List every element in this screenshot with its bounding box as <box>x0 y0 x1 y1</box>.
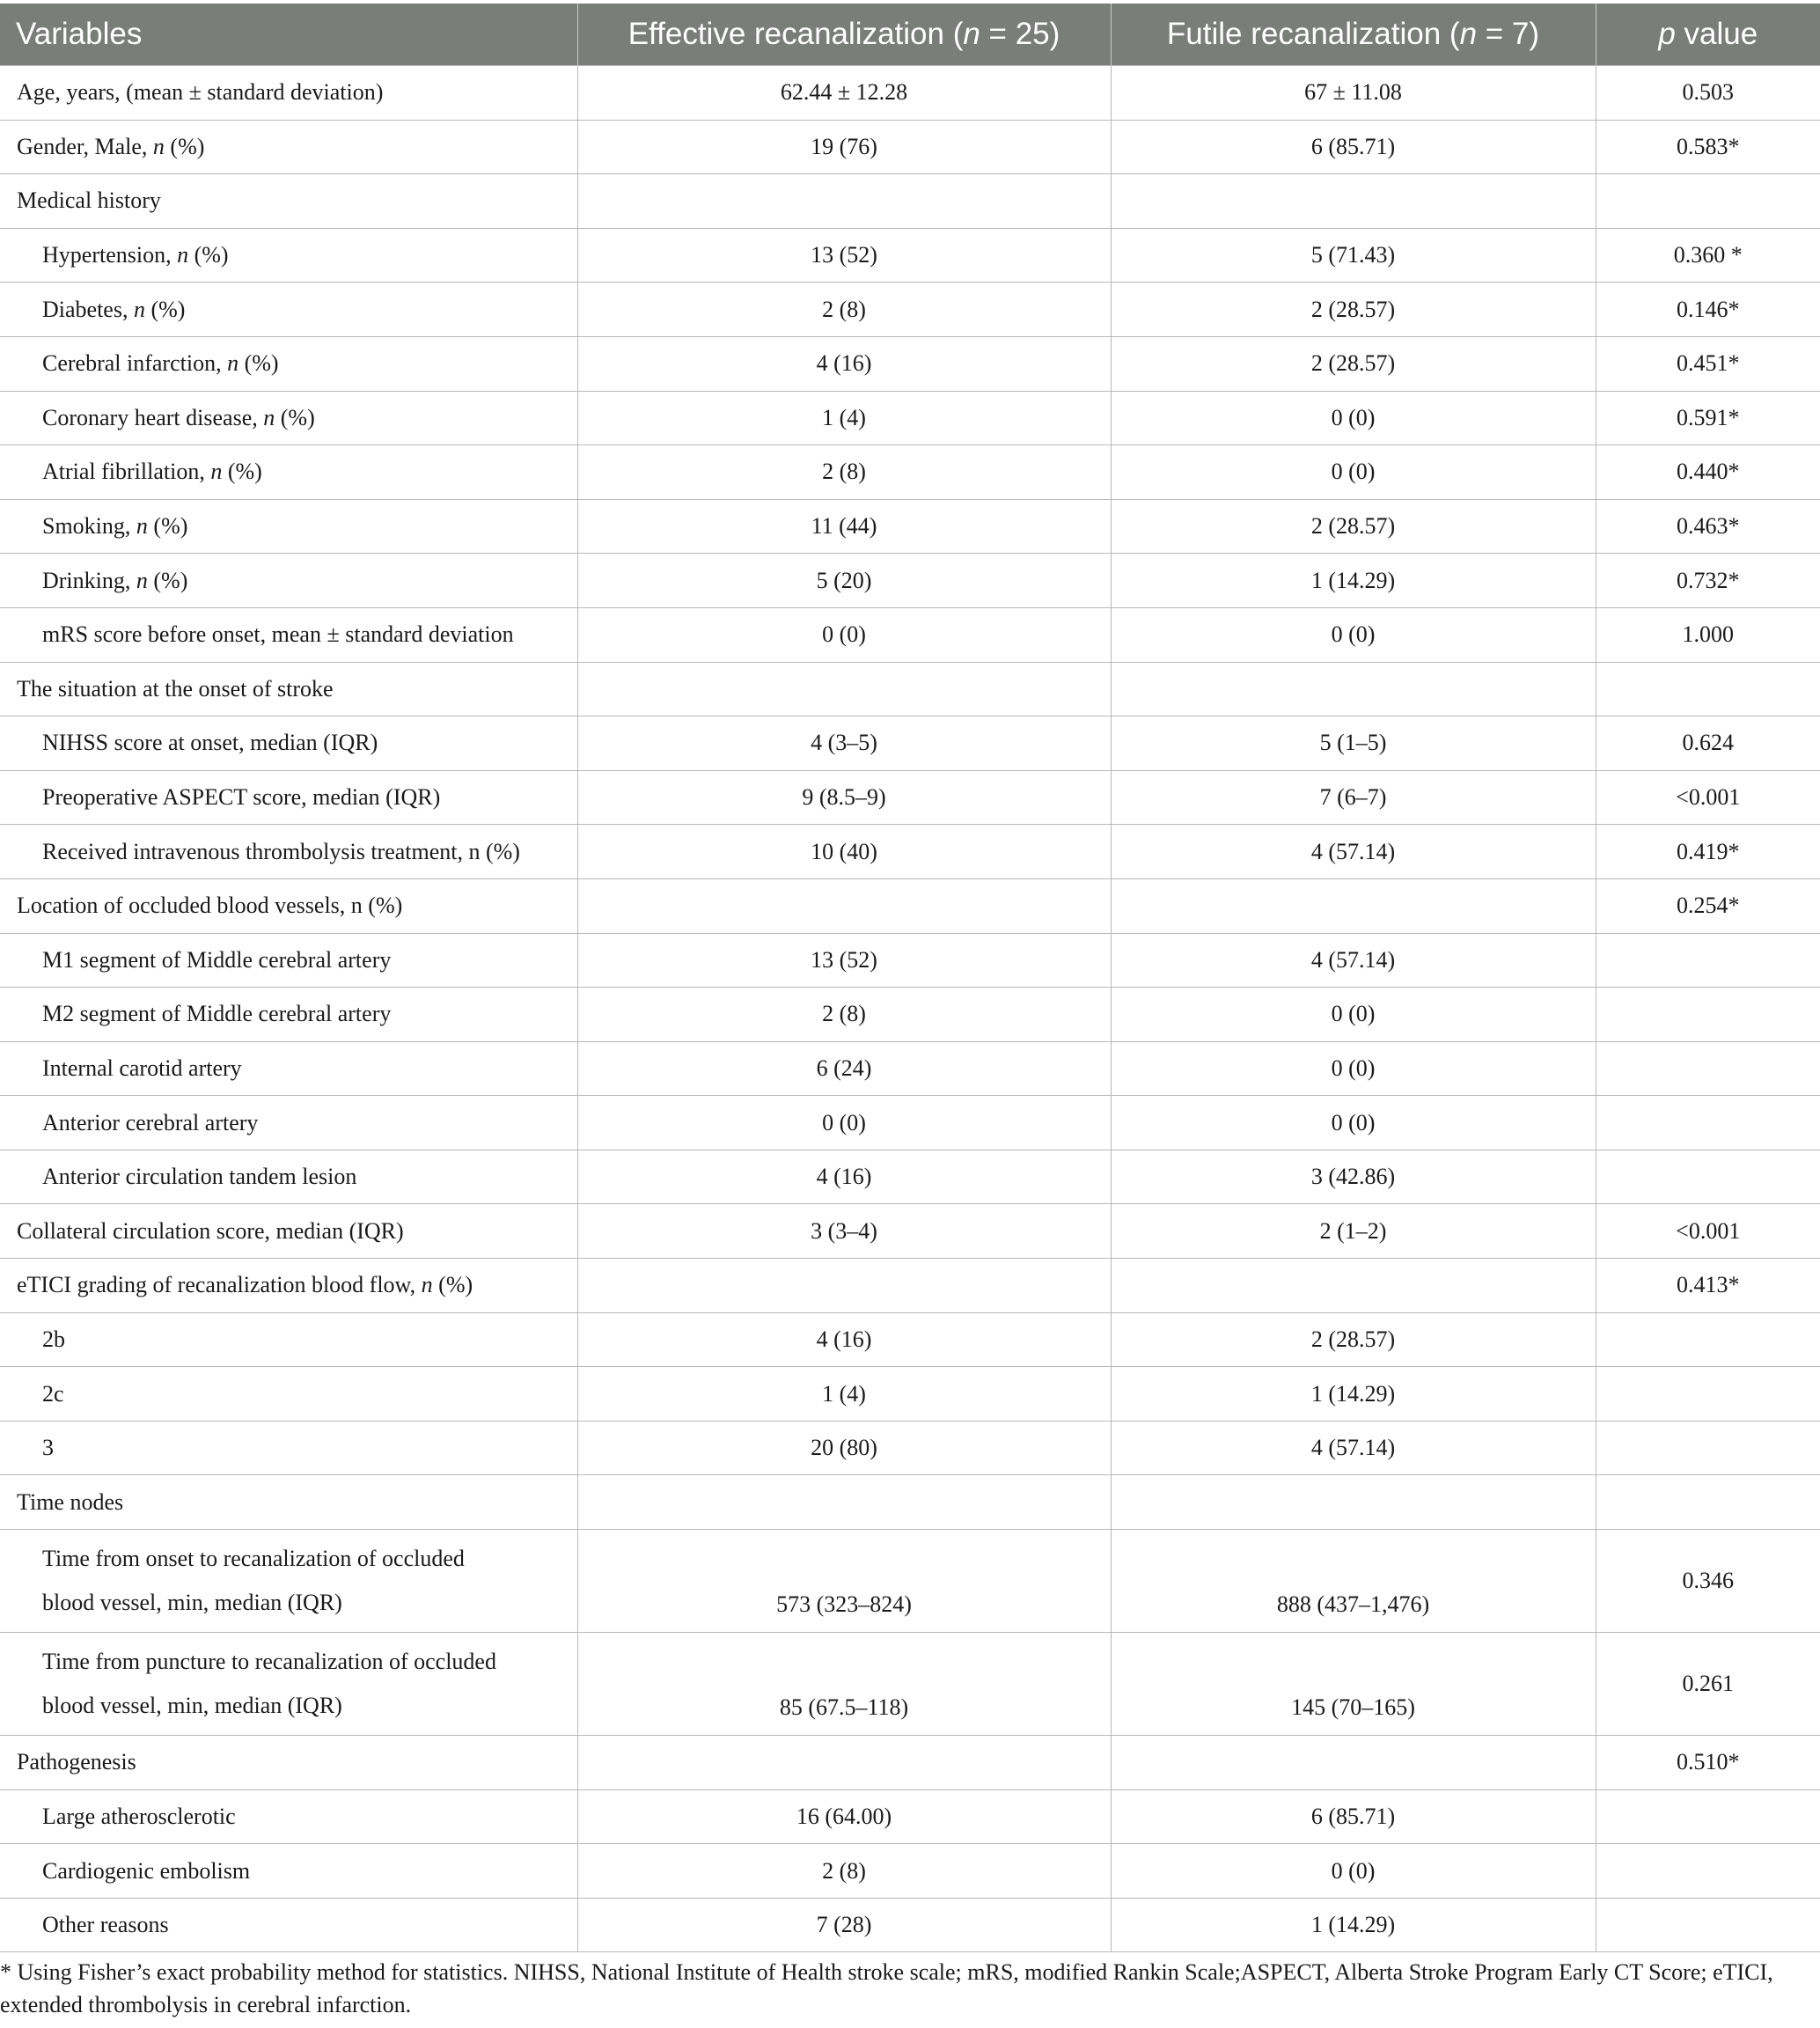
variable-label: Internal carotid artery <box>0 1041 577 1096</box>
table-footnote: * Using Fisher’s exact probability method for statistics. NIHSS, National Institute of Health stroke scale; mRS, modified Rankin Scale;ASPECT, Alberta Stroke Program Early CT Score; eTICI, extended thrombolysis in cerebral infarction. <box>0 1959 1773 2017</box>
p-value: 0.413* <box>1596 1259 1820 1313</box>
variable-label: Time from onset to recanalization of occluded blood vessel, min, median (IQR) <box>0 1530 577 1633</box>
variable-label: Anterior circulation tandem lesion <box>0 1150 577 1204</box>
table-row <box>0 878 1820 933</box>
table-row <box>0 1041 1820 1096</box>
effective-value: 11 (44) <box>577 499 1111 554</box>
p-value <box>1596 1312 1820 1367</box>
p-value: <0.001 <box>1596 1204 1820 1259</box>
p-value: 0.503 <box>1596 66 1820 121</box>
variable-label: Diabetes, n (%) <box>0 283 577 337</box>
variable-label: 3 <box>0 1421 577 1475</box>
table-row <box>0 662 1820 716</box>
table-row <box>0 988 1820 1042</box>
effective-value: 16 (64.00) <box>577 1789 1111 1844</box>
header-effective-recanalization: Effective recanalization (n = 25) <box>577 4 1111 66</box>
effective-value: 13 (52) <box>577 228 1111 283</box>
p-value: 0.451* <box>1596 336 1820 391</box>
table-row <box>0 120 1820 174</box>
p-value <box>1596 988 1820 1042</box>
effective-value: 1 (4) <box>577 1367 1111 1422</box>
table-row <box>0 228 1820 283</box>
variable-label: Age, years, (mean ± standard deviation) <box>0 66 577 121</box>
futile-value: 5 (1–5) <box>1111 716 1596 771</box>
table-row <box>0 283 1820 337</box>
p-value <box>1596 1789 1820 1844</box>
table-row <box>0 445 1820 500</box>
effective-value: 5 (20) <box>577 554 1111 608</box>
p-value <box>1596 1367 1820 1422</box>
table-row <box>0 716 1820 771</box>
table-row <box>0 1736 1820 1790</box>
variable-label: 2c <box>0 1367 577 1422</box>
futile-value: 1 (14.29) <box>1111 1898 1596 1952</box>
variable-label: Coronary heart disease, n (%) <box>0 391 577 445</box>
table-row <box>0 1633 1820 1736</box>
futile-value: 0 (0) <box>1111 1096 1596 1150</box>
futile-value: 4 (57.14) <box>1111 933 1596 988</box>
p-value: 0.146* <box>1596 283 1820 337</box>
futile-value <box>1111 1736 1596 1790</box>
p-value: 1.000 <box>1596 607 1820 662</box>
effective-value: 0 (0) <box>577 1096 1111 1150</box>
effective-value: 62.44 ± 12.28 <box>577 66 1111 121</box>
p-value <box>1596 1421 1820 1475</box>
variable-label: Other reasons <box>0 1898 577 1952</box>
variable-label: Drinking, n (%) <box>0 554 577 608</box>
p-value <box>1596 1041 1820 1096</box>
futile-value: 0 (0) <box>1111 607 1596 662</box>
futile-value: 0 (0) <box>1111 391 1596 445</box>
effective-value: 2 (8) <box>577 283 1111 337</box>
variable-label: Anterior cerebral artery <box>0 1096 577 1150</box>
table-row <box>0 336 1820 391</box>
p-value <box>1596 662 1820 716</box>
p-value <box>1596 1096 1820 1150</box>
table-row <box>0 825 1820 879</box>
futile-value <box>1111 878 1596 933</box>
effective-value: 7 (28) <box>577 1898 1111 1952</box>
effective-value: 573 (323–824) <box>577 1530 1111 1633</box>
table-row <box>0 1898 1820 1952</box>
header-p-value: p value <box>1596 4 1820 66</box>
p-value: 0.591* <box>1596 391 1820 445</box>
futile-value: 888 (437–1,476) <box>1111 1530 1596 1633</box>
baseline-characteristics-table <box>0 4 1820 1952</box>
table-row <box>0 1844 1820 1899</box>
variable-label: Time nodes <box>0 1475 577 1530</box>
futile-value <box>1111 174 1596 229</box>
futile-value: 1 (14.29) <box>1111 554 1596 608</box>
p-value <box>1596 174 1820 229</box>
p-value <box>1596 1844 1820 1899</box>
table-body <box>0 66 1820 1952</box>
table-row <box>0 1259 1820 1313</box>
effective-value: 4 (16) <box>577 336 1111 391</box>
futile-value: 4 (57.14) <box>1111 1421 1596 1475</box>
table-row <box>0 1475 1820 1530</box>
effective-value <box>577 174 1111 229</box>
p-value: 0.463* <box>1596 499 1820 554</box>
futile-value: 145 (70–165) <box>1111 1633 1596 1736</box>
table-row <box>0 1421 1820 1475</box>
effective-value: 4 (3–5) <box>577 716 1111 771</box>
effective-value: 4 (16) <box>577 1312 1111 1367</box>
variable-label: mRS score before onset, mean ± standard deviation <box>0 607 577 662</box>
variable-label: Cerebral infarction, n (%) <box>0 336 577 391</box>
variable-label: NIHSS score at onset, median (IQR) <box>0 716 577 771</box>
futile-value: 2 (28.57) <box>1111 336 1596 391</box>
variable-label: The situation at the onset of stroke <box>0 662 577 716</box>
p-value: 0.346 <box>1596 1530 1820 1633</box>
p-value: 0.360 * <box>1596 228 1820 283</box>
futile-value: 2 (28.57) <box>1111 283 1596 337</box>
effective-value: 10 (40) <box>577 825 1111 879</box>
futile-value: 0 (0) <box>1111 445 1596 500</box>
variable-label: eTICI grading of recanalization blood flow, n (%) <box>0 1259 577 1313</box>
variable-label: Time from puncture to recanalization of occluded blood vessel, min, median (IQR) <box>0 1633 577 1736</box>
futile-value: 1 (14.29) <box>1111 1367 1596 1422</box>
variable-label: Location of occluded blood vessels, n (%) <box>0 878 577 933</box>
variable-label: Collateral circulation score, median (IQR) <box>0 1204 577 1259</box>
variable-label: Received intravenous thrombolysis treatment, n (%) <box>0 825 577 879</box>
effective-value <box>577 1475 1111 1530</box>
variable-label: Pathogenesis <box>0 1736 577 1790</box>
p-value: 0.440* <box>1596 445 1820 500</box>
futile-value: 6 (85.71) <box>1111 120 1596 174</box>
table-row <box>0 770 1820 825</box>
table-row <box>0 174 1820 229</box>
table-header-row <box>0 4 1820 66</box>
variable-label: Medical history <box>0 174 577 229</box>
futile-value: 0 (0) <box>1111 1844 1596 1899</box>
effective-value: 2 (8) <box>577 1844 1111 1899</box>
variable-label: Preoperative ASPECT score, median (IQR) <box>0 770 577 825</box>
p-value: 0.732* <box>1596 554 1820 608</box>
table-row <box>0 1367 1820 1422</box>
futile-value <box>1111 1259 1596 1313</box>
futile-value: 2 (1–2) <box>1111 1204 1596 1259</box>
table-row <box>0 607 1820 662</box>
table-row <box>0 1096 1820 1150</box>
variable-label: 2b <box>0 1312 577 1367</box>
variable-label: Hypertension, n (%) <box>0 228 577 283</box>
p-value: 0.583* <box>1596 120 1820 174</box>
p-value <box>1596 933 1820 988</box>
header-variables: Variables <box>0 4 577 66</box>
table-row <box>0 1530 1820 1633</box>
table-row <box>0 933 1820 988</box>
effective-value: 6 (24) <box>577 1041 1111 1096</box>
table-row <box>0 1204 1820 1259</box>
effective-value: 19 (76) <box>577 120 1111 174</box>
futile-value: 6 (85.71) <box>1111 1789 1596 1844</box>
variable-label: Cardiogenic embolism <box>0 1844 577 1899</box>
table-row <box>0 1150 1820 1204</box>
table-row <box>0 499 1820 554</box>
p-value: 0.624 <box>1596 716 1820 771</box>
effective-value: 2 (8) <box>577 988 1111 1042</box>
effective-value <box>577 1259 1111 1313</box>
futile-value: 5 (71.43) <box>1111 228 1596 283</box>
futile-value: 67 ± 11.08 <box>1111 66 1596 121</box>
effective-value: 13 (52) <box>577 933 1111 988</box>
table-row <box>0 1312 1820 1367</box>
futile-value: 2 (28.57) <box>1111 1312 1596 1367</box>
futile-value: 7 (6–7) <box>1111 770 1596 825</box>
effective-value: 2 (8) <box>577 445 1111 500</box>
effective-value: 0 (0) <box>577 607 1111 662</box>
futile-value: 0 (0) <box>1111 1041 1596 1096</box>
table-row <box>0 1789 1820 1844</box>
futile-value: 3 (42.86) <box>1111 1150 1596 1204</box>
p-value: 0.254* <box>1596 878 1820 933</box>
table-row <box>0 66 1820 121</box>
effective-value: 85 (67.5–118) <box>577 1633 1111 1736</box>
futile-value <box>1111 662 1596 716</box>
p-value: 0.419* <box>1596 825 1820 879</box>
effective-value: 4 (16) <box>577 1150 1111 1204</box>
p-value: 0.510* <box>1596 1736 1820 1790</box>
variable-label: Atrial fibrillation, n (%) <box>0 445 577 500</box>
variable-label: Large atherosclerotic <box>0 1789 577 1844</box>
futile-value <box>1111 1475 1596 1530</box>
header-futile-recanalization: Futile recanalization (n = 7) <box>1111 4 1596 66</box>
variable-label: M1 segment of Middle cerebral artery <box>0 933 577 988</box>
p-value <box>1596 1150 1820 1204</box>
effective-value: 3 (3–4) <box>577 1204 1111 1259</box>
futile-value: 0 (0) <box>1111 988 1596 1042</box>
p-value <box>1596 1898 1820 1952</box>
futile-value: 2 (28.57) <box>1111 499 1596 554</box>
effective-value <box>577 878 1111 933</box>
effective-value <box>577 662 1111 716</box>
p-value <box>1596 1475 1820 1530</box>
futile-value: 4 (57.14) <box>1111 825 1596 879</box>
p-value: <0.001 <box>1596 770 1820 825</box>
effective-value: 20 (80) <box>577 1421 1111 1475</box>
effective-value: 1 (4) <box>577 391 1111 445</box>
table-row <box>0 554 1820 608</box>
effective-value <box>577 1736 1111 1790</box>
variable-label: Gender, Male, n (%) <box>0 120 577 174</box>
p-value: 0.261 <box>1596 1633 1820 1736</box>
effective-value: 9 (8.5–9) <box>577 770 1111 825</box>
variable-label: M2 segment of Middle cerebral artery <box>0 988 577 1042</box>
variable-label: Smoking, n (%) <box>0 499 577 554</box>
table-row <box>0 391 1820 445</box>
